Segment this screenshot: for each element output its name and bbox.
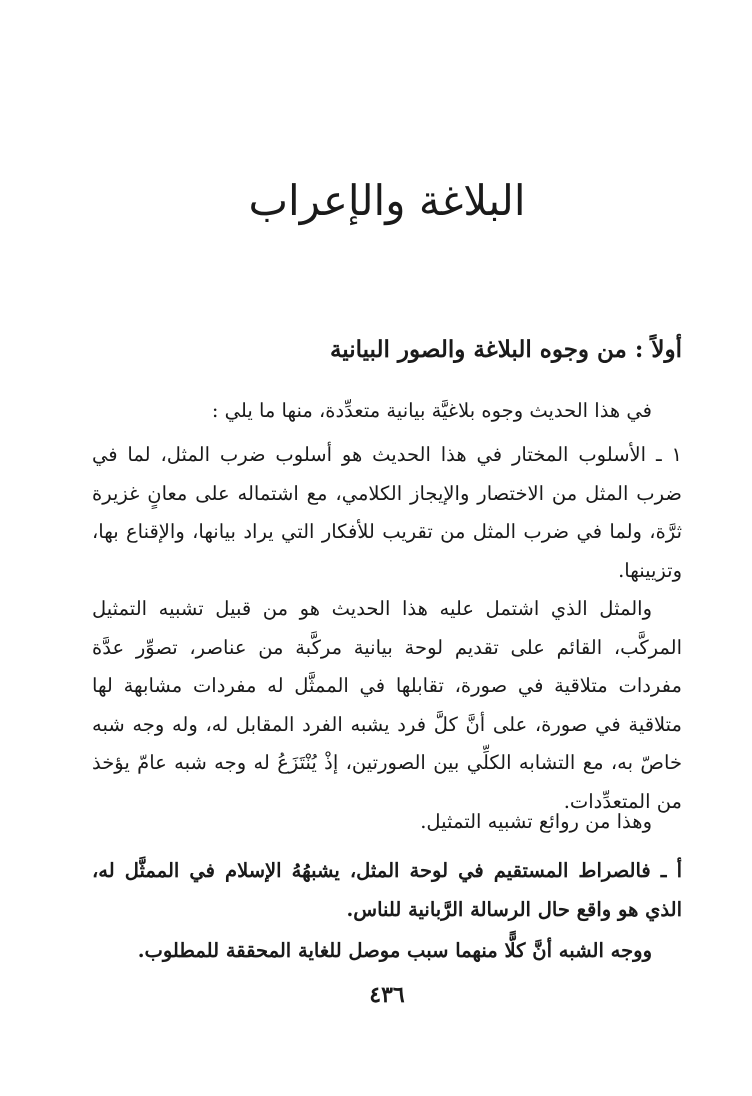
page-title: البلاغة والإعراب: [248, 176, 526, 225]
paragraph-intro: في هذا الحديث وجوه بلاغيَّة بيانية متعدِّدة، منها ما يلي :: [211, 399, 652, 422]
document-page: [92, 0, 682, 1096]
paragraph-4: أ ـ فالصراط المستقيم في لوحة المثل، يشبهُهُ الإسلام في الممثَّل له، الذي هو واقع حال الرسالة الرَّبانية للناس.: [92, 859, 682, 921]
page-number: ٤٣٦: [369, 982, 405, 1008]
paragraph-2: والمثل الذي اشتمل عليه هذا الحديث هو من قبيل تشبيه التمثيل المركَّب، القائم على تقديم لوحة بيانية مركَّبة من عناصر، تصوِّر عدَّة مفردات متلاقية في صورة، تقابلها في الممثَّل له مفردات مشابهة لها متلاقية في صورة، على أنَّ كلَّ فرد يشبه الفرد المقابل له، وله وجه شبه خاصّ به، مع التشابه الكلِّي بين الصورتين، إذْ يُنْتَزَعُ له وجه شبه عامّ يؤخذ من المتعدِّدات.: [92, 597, 682, 813]
paragraph-5: ووجه الشبه أنَّ كلًّا منهما سبب موصل للغاية المحققة للمطلوب.: [137, 939, 652, 962]
paragraph-1: ١ ـ الأسلوب المختار في هذا الحديث هو أسلوب ضرب المثل، لما في ضرب المثل من الاختصار والإيجاز الكلامي، مع اشتماله على معانٍ غزيرة ثرَّة، ولما في ضرب المثل من تقريب للأفكار التي يراد بيانها، والإقناع بها، وتزيينها.: [92, 443, 682, 582]
paragraph-3: وهذا من روائع تشبيه التمثيل.: [420, 810, 652, 833]
section-heading: أولاً : من وجوه البلاغة والصور البيانية: [329, 336, 682, 363]
